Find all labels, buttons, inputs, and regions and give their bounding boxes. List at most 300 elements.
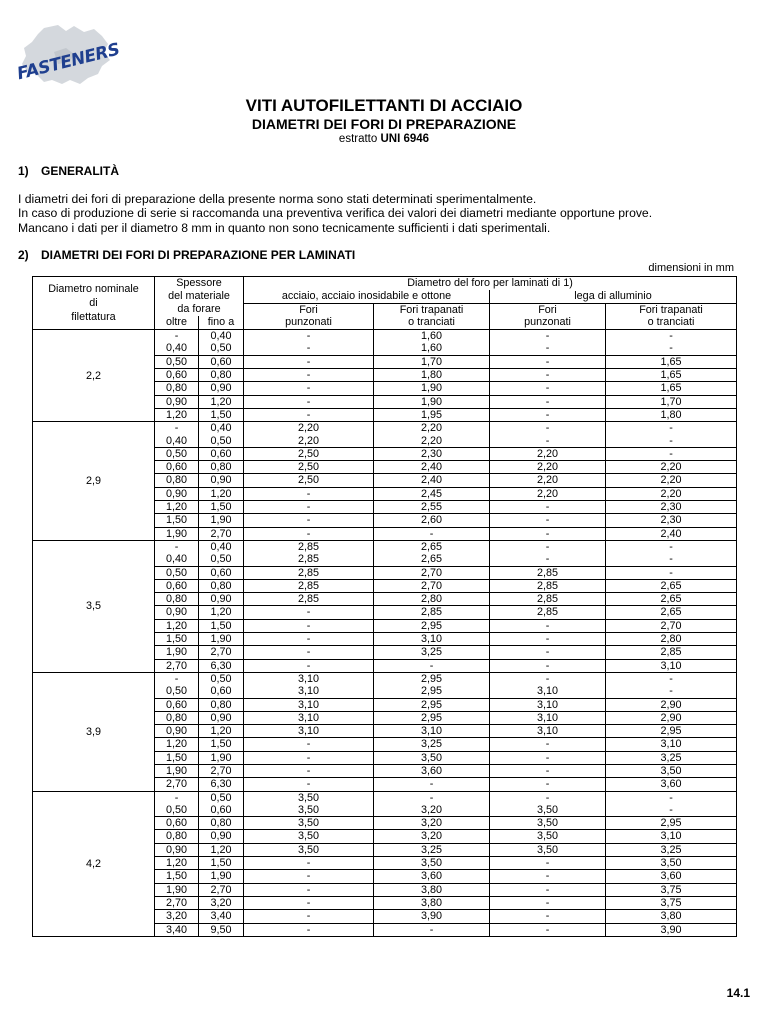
table-cell: - [490,330,606,343]
intro-paragraph [18,192,652,235]
table-cell: 2,90 [606,711,737,724]
table-cell: - [606,330,737,343]
table-cell: 2,30 [606,514,737,527]
table-cell: 2,20 [244,435,374,448]
table-cell: 3,60 [606,870,737,883]
header-nominal-diameter: Diametro nominale di filettatura [33,277,155,330]
table-cell: 0,80 [155,382,199,395]
table-cell: 0,90 [155,843,199,856]
table-cell: - [490,408,606,421]
table-cell: 3,20 [199,896,244,909]
table-cell: 3,50 [374,751,490,764]
table-cell: - [490,791,606,804]
table-cell: 0,80 [199,461,244,474]
table-cell: - [244,527,374,540]
table-cell: - [155,791,199,804]
table-cell: - [606,804,737,817]
table-cell: 2,85 [490,606,606,619]
header-alu-drilled-2: o tranciati [606,316,737,329]
table-cell: 2,70 [199,764,244,777]
table-cell: 0,50 [199,791,244,804]
table-cell: - [244,619,374,632]
table-row [33,540,737,553]
table-cell: 0,80 [155,593,199,606]
table-cell: 2,60 [374,514,490,527]
table-cell: - [244,342,374,355]
table-cell: 3,10 [244,698,374,711]
table-cell: 0,90 [199,830,244,843]
table-cell: 1,20 [199,395,244,408]
table-cell: 2,70 [199,883,244,896]
table-cell: - [374,659,490,672]
table-cell: 2,95 [606,817,737,830]
table-cell: - [244,633,374,646]
table-cell: 2,95 [374,685,490,698]
table-row [33,422,737,435]
table-cell: - [244,395,374,408]
table-cell: - [606,791,737,804]
table-cell: 1,20 [155,408,199,421]
table-cell: - [490,355,606,368]
table-cell: - [374,791,490,804]
header-fino: fino a [199,316,244,329]
table-cell: 0,50 [199,553,244,566]
table-cell: - [244,751,374,764]
table-cell: 1,20 [155,619,199,632]
table-cell: 1,60 [374,342,490,355]
table-cell: 2,70 [155,659,199,672]
table-cell: 0,60 [199,447,244,460]
table-cell: - [244,883,374,896]
section-title: DIAMETRI DEI FORI DI PREPARAZIONE PER LAMINATI [41,248,356,262]
table-cell: - [490,738,606,751]
table-cell: 1,50 [199,738,244,751]
table-cell: 3,50 [244,804,374,817]
table-cell: 3,50 [490,804,606,817]
table-cell: 1,20 [155,857,199,870]
table-cell: 2,95 [606,725,737,738]
table-cell: - [490,501,606,514]
intro-line: In caso di produzione di serie si raccomanda una preventiva verifica dei valori dei diametri mediante opportune prove. [18,206,653,221]
table-cell: 3,50 [606,764,737,777]
table-cell: 1,90 [199,633,244,646]
table-cell: 3,50 [490,817,606,830]
table-cell: 2,65 [374,553,490,566]
table-cell: 2,40 [374,474,490,487]
table-cell: - [374,778,490,791]
table-cell: 2,40 [374,461,490,474]
table-cell: 2,85 [374,606,490,619]
table-cell: 0,40 [155,342,199,355]
table-cell: - [490,422,606,435]
table-cell: - [490,553,606,566]
table-cell: - [244,764,374,777]
table-cell: 0,60 [199,804,244,817]
intro-line: Mancano i dati per il diametro 8 mm in quanto non sono tecnicamente sufficienti i dati sperimentali. [18,220,551,235]
table-cell: - [490,883,606,896]
table-body [33,330,737,937]
table-cell: - [244,870,374,883]
table-cell: 1,65 [606,382,737,395]
table-cell: - [374,527,490,540]
table-cell: - [490,923,606,936]
table-cell: 2,80 [374,593,490,606]
table-cell: - [606,342,737,355]
table-cell: 3,50 [244,817,374,830]
table-cell: 1,65 [606,355,737,368]
table-cell: 3,50 [244,843,374,856]
table-cell: 2,85 [606,646,737,659]
table-cell: 0,50 [155,355,199,368]
table-cell: 0,40 [199,540,244,553]
dimensions-note: dimensioni in mm [648,262,734,274]
table-cell: - [155,330,199,343]
table-cell: 1,50 [199,857,244,870]
table-cell: - [490,870,606,883]
table-cell: 9,50 [199,923,244,936]
table-cell: 0,50 [199,342,244,355]
table-cell: 0,80 [155,474,199,487]
table-cell: - [490,619,606,632]
table-cell: 2,65 [606,606,737,619]
table-cell: 2,95 [374,711,490,724]
table-cell: 0,50 [155,804,199,817]
table-cell: 2,95 [374,698,490,711]
table-cell: 1,50 [155,633,199,646]
table-cell: - [490,435,606,448]
table-cell: 2,50 [244,474,374,487]
table-cell: 2,20 [374,422,490,435]
table-cell: 1,50 [155,870,199,883]
table-cell: 3,50 [374,857,490,870]
table-cell: 1,50 [155,751,199,764]
table-cell: 2,70 [374,566,490,579]
table-cell: 1,60 [374,330,490,343]
table-cell: 3,25 [374,738,490,751]
table-cell: 1,50 [199,619,244,632]
table-cell: 0,90 [199,593,244,606]
table-cell: - [244,910,374,923]
nominal-diameter-cell: 2,9 [33,422,155,541]
header-oltre: oltre [155,316,199,329]
header-alu-punched: Fori [490,303,606,316]
table-cell: 0,40 [155,435,199,448]
table-cell: - [244,896,374,909]
table-cell: 2,45 [374,487,490,500]
table-cell: 3,50 [490,830,606,843]
table-cell: 1,90 [374,395,490,408]
table-cell: 2,65 [374,540,490,553]
table-cell: 2,65 [606,593,737,606]
table-cell: 3,25 [374,646,490,659]
table-cell: 2,70 [374,579,490,592]
table-cell: - [490,527,606,540]
table-cell: 0,80 [155,830,199,843]
table-cell: - [244,606,374,619]
table-cell: 3,75 [606,883,737,896]
table-cell: 3,10 [490,698,606,711]
table-cell: - [606,422,737,435]
table-cell: 0,50 [199,672,244,685]
table-cell: 2,80 [606,633,737,646]
table-cell: 2,85 [490,566,606,579]
table-cell: 3,60 [374,764,490,777]
table-cell: - [244,355,374,368]
header-steel-punched: Fori [244,303,374,316]
table-cell: 1,70 [374,355,490,368]
header-hole-group: Diametro del foro per laminati di 1) [244,277,737,290]
table-cell: 3,10 [244,685,374,698]
table-cell: 0,60 [155,369,199,382]
table-cell: 2,20 [490,487,606,500]
table-cell: 1,50 [199,501,244,514]
table-cell: 1,90 [155,527,199,540]
table-cell: 3,60 [606,778,737,791]
table-cell: 1,90 [199,514,244,527]
table-cell: 3,80 [374,883,490,896]
table-cell: 1,20 [155,501,199,514]
table-cell: 2,55 [374,501,490,514]
table-cell: 3,80 [606,910,737,923]
table-cell: 3,10 [606,659,737,672]
table-cell: 0,90 [155,395,199,408]
section-number: 1) [18,164,29,178]
table-cell: - [490,659,606,672]
table-cell: 0,40 [199,330,244,343]
table-cell: - [155,540,199,553]
table-cell: - [606,672,737,685]
header-thickness-line2: del materiale [155,290,244,303]
table-row [33,330,737,343]
section-title: GENERALITÀ [41,164,119,178]
header-steel-drilled-2: o tranciati [374,316,490,329]
table-cell: - [490,764,606,777]
header-steel: acciaio, acciaio inosidabile e ottone [244,290,490,303]
table-cell: - [244,857,374,870]
table-cell: - [490,633,606,646]
table-cell: 1,90 [199,870,244,883]
header-steel-drilled: Fori trapanati [374,303,490,316]
table-cell: - [490,395,606,408]
table-cell: - [606,553,737,566]
table-cell: 2,70 [199,646,244,659]
table-cell: 3,20 [155,910,199,923]
header-alu-punched-2: punzonati [490,316,606,329]
header-alu: lega di alluminio [490,290,737,303]
table-cell: 1,20 [199,606,244,619]
table-cell: 0,80 [199,369,244,382]
table-cell: 0,90 [199,711,244,724]
table-cell: 3,50 [244,830,374,843]
table-cell: 3,10 [374,725,490,738]
table-cell: - [606,685,737,698]
nominal-diameter-cell: 3,9 [33,672,155,791]
table-cell: 3,90 [606,923,737,936]
table-cell: - [244,514,374,527]
table-cell: 3,10 [490,725,606,738]
fasteners-logo [14,22,122,88]
section-number: 2) [18,248,29,262]
table-cell: - [490,751,606,764]
table-cell: - [490,778,606,791]
table-cell: - [490,342,606,355]
table-cell: 0,60 [155,698,199,711]
table-cell: 3,40 [199,910,244,923]
table-cell: 3,80 [374,896,490,909]
page-title: VITI AUTOFILETTANTI DI ACCIAIO [245,96,523,115]
extract-prefix: estratto [338,133,378,145]
table-cell: 2,20 [244,422,374,435]
table-cell: - [155,672,199,685]
table-cell: 1,20 [199,725,244,738]
table-cell: 2,70 [606,619,737,632]
section-2-heading [18,248,355,262]
table-cell: - [490,646,606,659]
table-cell: - [244,923,374,936]
table-cell: 2,85 [244,579,374,592]
table-cell: - [244,659,374,672]
table-cell: 0,60 [155,461,199,474]
table-cell: 0,90 [199,382,244,395]
table-cell: 2,65 [606,579,737,592]
table-cell: 3,20 [374,830,490,843]
table-cell: - [490,857,606,870]
table-cell: 0,60 [155,579,199,592]
table-cell: 2,85 [244,593,374,606]
table-cell: 0,60 [199,355,244,368]
table-cell: 0,50 [155,566,199,579]
table-cell: 6,30 [199,778,244,791]
table-cell: 0,40 [155,553,199,566]
table-cell: - [244,738,374,751]
table-row [33,672,737,685]
table-cell: 2,70 [199,527,244,540]
table-cell: 2,50 [244,447,374,460]
table-cell: 0,50 [199,435,244,448]
table-row [33,791,737,804]
nominal-diameter-cell: 2,2 [33,330,155,422]
table-cell: 0,90 [199,474,244,487]
table-cell: 3,25 [606,751,737,764]
table-cell: 2,40 [606,527,737,540]
table-cell: 2,20 [374,435,490,448]
table-cell: 0,90 [155,487,199,500]
table-cell: 3,40 [155,923,199,936]
table-cell: 3,10 [606,830,737,843]
table-cell: - [244,330,374,343]
page-number: 14.1 [726,986,750,1000]
table-cell: - [244,487,374,500]
table-cell: - [490,369,606,382]
extract-ref: UNI 6946 [380,133,430,145]
table-cell: 1,20 [199,487,244,500]
hole-diameter-table [32,276,737,937]
table-cell: 1,20 [199,843,244,856]
table-cell: 1,70 [606,395,737,408]
table-cell: 3,50 [490,843,606,856]
table-cell: - [606,435,737,448]
table-cell: 2,70 [155,778,199,791]
table-cell: 1,50 [155,514,199,527]
table-cell: - [244,646,374,659]
table-cell: 3,50 [606,857,737,870]
table-cell: - [155,422,199,435]
table-cell: - [244,408,374,421]
table-cell: 0,80 [155,711,199,724]
table-cell: - [606,447,737,460]
table-cell: 2,85 [490,579,606,592]
header-alu-drilled: Fori trapanati [606,303,737,316]
table-cell: 0,80 [199,817,244,830]
table-cell: 0,60 [155,817,199,830]
table-cell: 3,10 [606,738,737,751]
header-thickness-line3: da forare [155,303,244,316]
table-cell: - [244,382,374,395]
table-cell: - [374,923,490,936]
header-steel-punched-2: punzonati [244,316,374,329]
table-cell: 1,80 [374,369,490,382]
table-cell: - [490,382,606,395]
table-cell: 2,85 [244,553,374,566]
table-cell: 3,90 [374,910,490,923]
table-cell: - [490,672,606,685]
intro-line: I diametri dei fori di preparazione della presente norma sono stati determinati sperimentalmente. [18,192,537,206]
table-cell: 3,20 [374,804,490,817]
table-cell: 0,50 [155,685,199,698]
extract-line [0,133,768,145]
table-cell: 2,95 [374,619,490,632]
table-cell: 2,20 [490,447,606,460]
table-cell: 1,90 [374,382,490,395]
table-cell: 3,25 [374,843,490,856]
table-cell: 3,50 [244,791,374,804]
table-cell: 0,90 [155,725,199,738]
table-cell: 3,10 [244,725,374,738]
table-cell: 3,60 [374,870,490,883]
table-cell: - [244,501,374,514]
table-cell: 2,20 [606,461,737,474]
page-subtitle: DIAMETRI DEI FORI DI PREPARAZIONE [251,116,517,132]
table-cell: 0,50 [155,447,199,460]
table-cell: 0,60 [199,566,244,579]
table-cell: 1,90 [155,883,199,896]
nominal-diameter-cell: 3,5 [33,540,155,672]
table-cell: 6,30 [199,659,244,672]
table-cell: - [490,540,606,553]
table-cell: 1,80 [606,408,737,421]
header-thickness-line1: Spessore [155,277,244,290]
table-cell: 3,10 [490,711,606,724]
table-cell: 1,95 [374,408,490,421]
table-cell: - [490,910,606,923]
table-cell: 2,30 [606,501,737,514]
table-cell: - [490,896,606,909]
nominal-diameter-cell: 4,2 [33,791,155,936]
table-cell: 2,70 [155,896,199,909]
table-cell: 1,90 [155,646,199,659]
table-cell: 2,85 [490,593,606,606]
table-cell: 2,85 [244,566,374,579]
table-cell: 3,25 [606,843,737,856]
table-cell: 1,50 [199,408,244,421]
table-cell: 2,20 [606,487,737,500]
table-cell: - [490,514,606,527]
table-cell: 0,80 [199,579,244,592]
table-cell: - [606,566,737,579]
table-cell: 0,80 [199,698,244,711]
table-cell: 3,10 [490,685,606,698]
table-cell: 2,20 [606,474,737,487]
